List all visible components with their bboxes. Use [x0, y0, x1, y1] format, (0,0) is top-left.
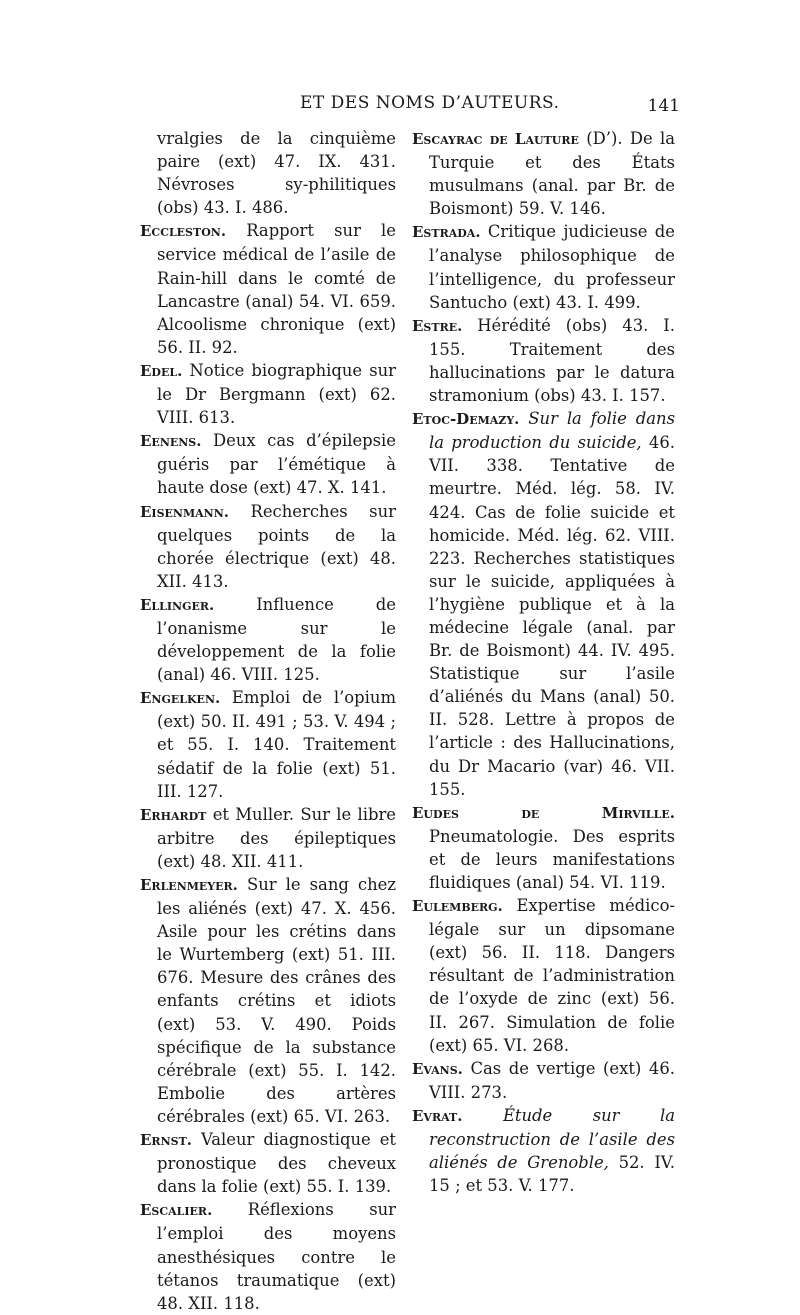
entry-author: Etoc-Demazy. [412, 410, 520, 429]
entry-author: Escayrac de Lauture [412, 130, 579, 148]
entry-text: Recherches sur quelques points de la chorée électrique (ext) 48. XII. 413. [157, 501, 396, 591]
index-entry [140, 873, 396, 1128]
index-entry [412, 220, 675, 313]
entry-author: Erhardt [140, 805, 207, 824]
entry-text: Valeur diagnostique et pronostique des cheveux dans la folie (ext) 55. I. 139. [157, 1130, 396, 1197]
entry-author: Evrat. [412, 1106, 463, 1125]
page-header [140, 93, 680, 119]
entry-text: Hérédité (obs) 43. I. 155. Traitement des hallucinations par le datura stramonium (obs) 43. I. 157. [429, 315, 675, 406]
entry-text: Emploi de l’opium (ext) 50. II. 491 ; 53. V. 494 ; et 55. I. 140. Traitement sédatif de la folie (ext) 51. III. 127. [157, 688, 396, 801]
entry-text: vralgies de la cinquième paire (ext) 47. IX. 431. Névroses sy-philitiques (obs) 43. I. 486. [157, 129, 396, 218]
entry-author: Eisenmann. [140, 502, 230, 521]
index-entry [412, 314, 675, 407]
index-entry [412, 1057, 675, 1104]
entry-text: 46. VII. 338. Tentative de meurtre. Méd. lég. 58. IV. 424. Cas de folie suicide et homicide. Méd. lég. 62. VIII. 223. Recherches statistiques sur le suicide, appliquées à l’hygiène publique et à la médecine légale (anal. par Br. de Boismont) 44. IV. 495. Statistique sur l’asile d’aliénés du Mans (anal) 50. II. 528. Lettre à propos de l’article : des Hallucinations, du Dr Macario (var) 46. VII. 155. [429, 433, 675, 799]
index-entry [140, 593, 396, 686]
entry-text: Influence de l’onanisme sur le développement de la folie (anal) 46. VIII. 125. [157, 594, 396, 685]
index-entry [140, 500, 396, 593]
entry-author: Eulemberg. [412, 897, 503, 916]
index-entry [140, 686, 396, 802]
entry-author: Escalier. [140, 1201, 213, 1220]
entry-text: Réflexions sur l’emploi des moyens anesthésiques contre le tétanos traumatique (ext) 48. XII. 118. [157, 1200, 396, 1313]
entry-author: Evans. [412, 1059, 463, 1078]
index-entry [412, 801, 675, 894]
entry-text: Notice biographique sur le Dr Bergmann (ext) 62. VIII. 613. [157, 360, 396, 428]
entry-author: Estrada. [412, 223, 481, 242]
entry-text: Critique judicieuse de l’analyse philosophique de l’intelligence, du professeur Santucho (ext) 43. I. 499. [429, 222, 675, 312]
index-entry [412, 894, 675, 1057]
index-entry [140, 1128, 396, 1198]
entry-author: Engelken. [140, 689, 221, 708]
index-entry [412, 127, 675, 220]
entry-text: Sur le sang chez les aliénés (ext) 47. X. 456. Asile pour les crétins dans le Wurtemberg (ext) 51. III. 676. Mesure des crânes des enfants crétins et idiots (ext) 53. V. 490. Poids spécifique de la substance cérébrale (ext) 55. I. 142. Embolie des artères cérébrales (ext) 65. VI. 263. [157, 875, 396, 1126]
entry-text: et Muller. Sur le libre arbitre des épileptiques (ext) 48. XII. 411. [157, 804, 397, 871]
index-entry [140, 219, 396, 359]
entry-author: Eenens. [140, 432, 202, 451]
entry-text: Rapport sur le service médical de l’asile de Rain-hill dans le comté de Lancastre (anal) 54. VI. 659. Alcoolisme chronique (ext) 56. II. 92. [157, 221, 396, 357]
page-number: 141 [647, 96, 680, 116]
entry-author: Eccleston. [140, 222, 227, 241]
index-entry [140, 429, 396, 499]
entry-text: (D’). De la Turquie et des États musulmans (anal. par Br. de Boismont) 59. V. 146. [429, 129, 675, 219]
right-column [412, 127, 675, 1197]
entry-author: Eudes de Mirville. [412, 803, 675, 822]
entry-author: Estre. [412, 316, 463, 335]
index-entry [140, 127, 396, 219]
entry-text: Cas de vertige (ext) 46. VIII. 273. [429, 1058, 675, 1102]
index-entry [140, 803, 396, 873]
entry-text: 52. IV. 15 ; et 53. V. 177. [429, 1153, 675, 1196]
entry-author: Ernst. [140, 1131, 192, 1150]
entry-author: Edel. [140, 361, 183, 380]
index-entry [140, 1198, 396, 1314]
index-entry [140, 359, 396, 429]
left-column [140, 127, 396, 1315]
entry-text: Pneumatologie. Des esprits et de leurs manifestations fluidiques (anal) 54. VI. 119. [429, 826, 675, 892]
entry-author: Erlenmeyer. [140, 876, 238, 894]
entry-title: Étude sur la reconstruction de l’asile des aliénés de Grenoble, [429, 1105, 675, 1173]
entry-text: Expertise médico-légale sur un dipsomane (ext) 56. II. 118. Dangers résultant de l’administration de l’oxyde de zinc (ext) 56. II. 267. Simulation de folie (ext) 65. VI. 268. [429, 896, 675, 1055]
entry-author: Ellinger. [140, 595, 215, 614]
entry-text: Deux cas d’épilepsie guéris par l’émétique à haute dose (ext) 47. X. 141. [157, 431, 396, 498]
index-entry [412, 407, 675, 801]
entry-title: Sur la folie dans la production du suicide, [429, 409, 675, 453]
running-head: ET DES NOMS D’AUTEURS. [300, 93, 560, 113]
index-entry [412, 1104, 675, 1197]
